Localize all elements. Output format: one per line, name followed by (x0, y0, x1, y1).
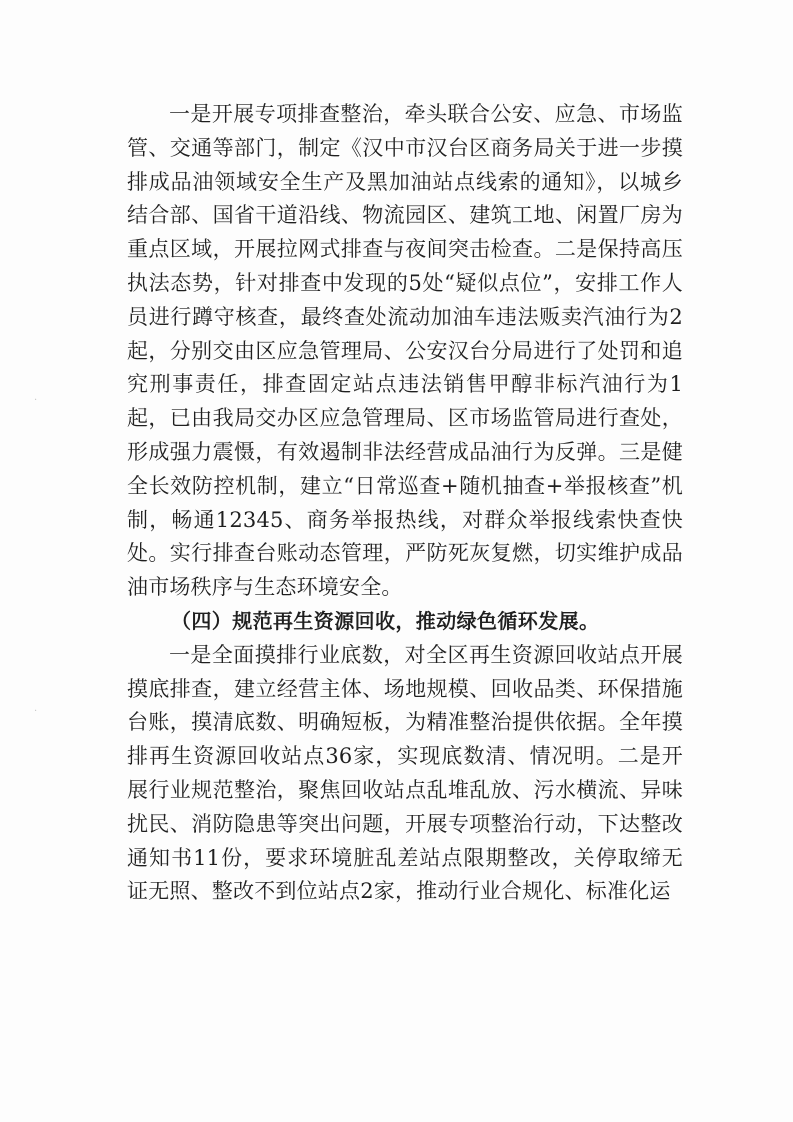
scan-artifact: · (34, 706, 38, 717)
document-body (127, 98, 683, 909)
scan-artifact: · (34, 395, 38, 406)
section-heading-recycling: （四）规范再生资源回收，推动绿色循环发展。 (171, 608, 600, 633)
paragraph-recycling-survey: 一是全面摸排行业底数，对全区再生资源回收站点开展摸底排查，建立经营主体、场地规模、回收品类、环保措施台账，摸清底数、明确短板，为精准整治提供依据。全年摸排再生资源回收站点36家，实现底数清、情况明。二是开展行业规范整治，聚焦回收站点乱堆乱放、污水横流、异味扰民、消防隐患等突出问题，开展专项整治行动，下达整改通知书11份，要求环境脏乱差站点限期整改，关停取缔无证无照、整改不到位站点2家，推动行业合规化、标准化运 (127, 642, 683, 904)
paragraph-inspection-rectification: 一是开展专项排查整治，牵头联合公安、应急、市场监管、交通等部门，制定《汉中市汉台区商务局关于进一步摸排成品油领域安全生产及黑加油站点线索的通知》，以城乡结合部、国省干道沿线、物流园区、建筑工地、闲置厂房为重点区域，开展拉网式排查与夜间突击检查。二是保持高压执法态势，针对排查中发现的5处“疑似点位”，安排工作人员进行蹲守核查，最终查处流动加油车违法贩卖汽油行为2起，分别交由区应急管理局、公安汉台分局进行了处罚和追究刑事责任，排查固定站点违法销售甲醇非标汽油行为1起，已由我局交办区应急管理局、区市场监管局进行查处，形成强力震慑，有效遏制非法经营成品油行为反弹。三是健全长效防控机制，建立“日常巡查+随机抽查+举报核查”机制，畅通12345、商务举报热线，对群众举报线索快查快处。实行排查台账动态管理，严防死灰复燃，切实维护成品油市场秩序与生态环境安全。 (127, 102, 683, 600)
